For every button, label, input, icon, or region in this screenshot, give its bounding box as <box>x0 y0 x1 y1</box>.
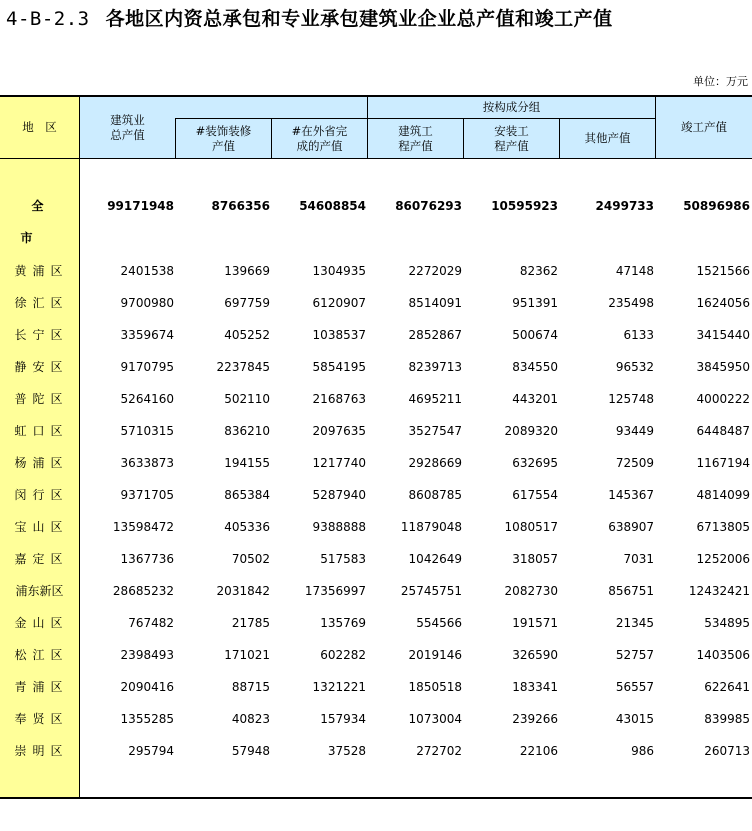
table-row <box>0 511 752 543</box>
region-name: 金山区 <box>14 616 69 630</box>
value-cell: 1624056 <box>696 296 750 310</box>
value-cell: 272702 <box>416 744 462 758</box>
header-group: 按构成分组 <box>482 100 541 114</box>
value-cell: 183341 <box>512 680 558 694</box>
value-cell: 834550 <box>512 360 558 374</box>
value-cell: 986 <box>631 744 654 758</box>
value-cell: 157934 <box>320 712 366 726</box>
value-cell: 43015 <box>615 712 654 726</box>
header-out-province: #在外省完 成的产值 <box>291 123 348 153</box>
value-cell: 951391 <box>512 296 558 310</box>
value-cell: 1403506 <box>696 648 750 662</box>
value-cell: 632695 <box>512 456 558 470</box>
table-code: 4-B-2.3 <box>6 8 90 30</box>
region-name: 徐汇区 <box>14 296 69 310</box>
region-name: 奉贤区 <box>14 712 69 726</box>
value-cell: 554566 <box>416 616 462 630</box>
region-name: 闵行区 <box>14 488 69 502</box>
bottom-rule <box>0 797 752 799</box>
value-cell: 9700980 <box>120 296 174 310</box>
value-cell: 235498 <box>608 296 654 310</box>
value-cell: 47148 <box>615 264 654 278</box>
value-cell: 56557 <box>615 680 654 694</box>
value-cell: 2168763 <box>312 392 366 406</box>
value-cell: 1355285 <box>120 712 174 726</box>
value-cell: 318057 <box>512 552 558 566</box>
value-cell: 2852867 <box>408 328 462 342</box>
value-cell: 3415440 <box>696 328 750 342</box>
region-name: 青浦区 <box>14 680 69 694</box>
value-cell: 6133 <box>623 328 654 342</box>
value-cell: 70502 <box>231 552 270 566</box>
value-cell: 25745751 <box>400 584 462 598</box>
value-cell: 2237845 <box>216 360 270 374</box>
value-cell: 21785 <box>231 616 270 630</box>
region-name: 普陀区 <box>14 392 69 406</box>
value-cell: 3845950 <box>696 360 750 374</box>
value-cell: 534895 <box>704 616 750 630</box>
value-cell: 8608785 <box>408 488 462 502</box>
region-name: 浦东新区 <box>15 584 64 598</box>
value-cell: 617554 <box>512 488 558 502</box>
value-cell: 4814099 <box>696 488 750 502</box>
table-row <box>0 639 752 671</box>
region-name: 松江区 <box>14 648 69 662</box>
header-region: 地 区 <box>22 120 57 134</box>
value-cell: 37528 <box>327 744 366 758</box>
value-cell: 22106 <box>519 744 558 758</box>
header-construction: 建筑工 程产值 <box>398 123 433 153</box>
table-row <box>0 415 752 447</box>
value-cell: 2082730 <box>504 584 558 598</box>
value-cell: 839985 <box>704 712 750 726</box>
value-cell: 1850518 <box>408 680 462 694</box>
header-gross: 建筑业 总产值 <box>110 113 145 142</box>
value-cell: 6120907 <box>312 296 366 310</box>
value-cell: 9371705 <box>120 488 174 502</box>
region-name: 虹口区 <box>14 424 69 438</box>
value-cell: 2398493 <box>120 648 174 662</box>
value-cell: 2090416 <box>120 680 174 694</box>
value-cell: 28685232 <box>112 584 174 598</box>
value-cell: 2401538 <box>120 264 174 278</box>
value-cell: 6448487 <box>696 424 750 438</box>
region-name: 崇明区 <box>14 744 69 758</box>
table-row <box>0 703 752 735</box>
value-cell: 5287940 <box>312 488 366 502</box>
table-row <box>0 575 752 607</box>
value-cell: 1038537 <box>312 328 366 342</box>
value-cell: 17356997 <box>304 584 366 598</box>
value-cell: 13598472 <box>112 520 174 534</box>
value-cell: 502110 <box>224 392 270 406</box>
value-cell: 194155 <box>224 456 270 470</box>
value-cell: 638907 <box>608 520 654 534</box>
value-cell: 139669 <box>224 264 270 278</box>
value-cell: 1521566 <box>696 264 750 278</box>
value-cell: 72509 <box>615 456 654 470</box>
value-cell: 2928669 <box>408 456 462 470</box>
value-cell: 517583 <box>320 552 366 566</box>
table-row <box>0 607 752 639</box>
header-decoration: #装饰装修 产值 <box>195 123 252 153</box>
value-cell: 135769 <box>320 616 366 630</box>
table-row <box>0 287 752 319</box>
value-cell: 8514091 <box>408 296 462 310</box>
value-cell: 500674 <box>512 328 558 342</box>
table-row <box>0 351 752 383</box>
value-cell: 7031 <box>623 552 654 566</box>
value-cell: 767482 <box>128 616 174 630</box>
value-cell: 2272029 <box>408 264 462 278</box>
value-cell: 1321221 <box>312 680 366 694</box>
region-name: 嘉定区 <box>14 552 69 566</box>
value-cell: 1367736 <box>120 552 174 566</box>
region-name: 全市 <box>20 199 70 245</box>
table-row <box>0 671 752 703</box>
value-cell: 5854195 <box>312 360 366 374</box>
value-cell: 836210 <box>224 424 270 438</box>
table-row <box>0 735 752 767</box>
value-cell: 1073004 <box>408 712 462 726</box>
header-installation: 安装工 程产值 <box>494 123 529 153</box>
page-title <box>6 4 613 31</box>
value-cell: 8766356 <box>211 199 270 213</box>
value-cell: 295794 <box>128 744 174 758</box>
value-cell: 4000222 <box>696 392 750 406</box>
table-row <box>0 255 752 287</box>
region-name: 静安区 <box>14 360 69 374</box>
value-cell: 260713 <box>704 744 750 758</box>
region-name: 长宁区 <box>14 328 69 342</box>
value-cell: 5710315 <box>120 424 174 438</box>
total-row <box>0 190 752 245</box>
value-cell: 21345 <box>615 616 654 630</box>
value-cell: 5264160 <box>120 392 174 406</box>
value-cell: 405336 <box>224 520 270 534</box>
region-name: 杨浦区 <box>14 456 69 470</box>
value-cell: 2031842 <box>216 584 270 598</box>
header-completed: 竣工产值 <box>681 120 727 134</box>
value-cell: 3527547 <box>408 424 462 438</box>
value-cell: 145367 <box>608 488 654 502</box>
value-cell: 171021 <box>224 648 270 662</box>
value-cell: 4695211 <box>408 392 462 406</box>
value-cell: 2019146 <box>408 648 462 662</box>
unit-label: 单位：万元 <box>693 75 748 88</box>
table-row <box>0 319 752 351</box>
value-cell: 88715 <box>231 680 270 694</box>
table-row <box>0 479 752 511</box>
value-cell: 54608854 <box>299 199 366 213</box>
value-cell: 96532 <box>615 360 654 374</box>
table-row <box>0 447 752 479</box>
value-cell: 405252 <box>224 328 270 342</box>
table-title: 各地区内资总承包和专业承包建筑业企业总产值和竣工产值 <box>105 8 613 30</box>
value-cell: 3633873 <box>120 456 174 470</box>
value-cell: 52757 <box>615 648 654 662</box>
value-cell: 9170795 <box>120 360 174 374</box>
value-cell: 93449 <box>615 424 654 438</box>
value-cell: 602282 <box>320 648 366 662</box>
value-cell: 239266 <box>512 712 558 726</box>
header-other: 其他产值 <box>584 131 631 145</box>
value-cell: 865384 <box>224 488 270 502</box>
table-row <box>0 543 752 575</box>
value-cell: 2097635 <box>312 424 366 438</box>
value-cell: 1217740 <box>312 456 366 470</box>
value-cell: 8239713 <box>408 360 462 374</box>
value-cell: 1042649 <box>408 552 462 566</box>
value-cell: 86076293 <box>395 199 462 213</box>
table-row <box>0 383 752 415</box>
value-cell: 3359674 <box>120 328 174 342</box>
value-cell: 12432421 <box>688 584 750 598</box>
value-cell: 99171948 <box>107 199 174 213</box>
value-cell: 1304935 <box>312 264 366 278</box>
value-cell: 326590 <box>512 648 558 662</box>
value-cell: 856751 <box>608 584 654 598</box>
value-cell: 1167194 <box>696 456 750 470</box>
value-cell: 697759 <box>224 296 270 310</box>
region-name: 宝山区 <box>14 520 69 534</box>
region-name: 黄浦区 <box>14 264 69 278</box>
header-bottom-rule <box>0 158 752 159</box>
value-cell: 82362 <box>519 264 558 278</box>
value-cell: 443201 <box>512 392 558 406</box>
value-cell: 9388888 <box>312 520 366 534</box>
value-cell: 6713805 <box>696 520 750 534</box>
value-cell: 125748 <box>608 392 654 406</box>
value-cell: 50896986 <box>683 199 750 213</box>
value-cell: 191571 <box>512 616 558 630</box>
value-cell: 622641 <box>704 680 750 694</box>
value-cell: 57948 <box>231 744 270 758</box>
value-cell: 1080517 <box>504 520 558 534</box>
value-cell: 40823 <box>231 712 270 726</box>
value-cell: 11879048 <box>400 520 462 534</box>
value-cell: 1252006 <box>696 552 750 566</box>
value-cell: 2499733 <box>595 199 654 213</box>
value-cell: 2089320 <box>504 424 558 438</box>
value-cell: 10595923 <box>491 199 558 213</box>
